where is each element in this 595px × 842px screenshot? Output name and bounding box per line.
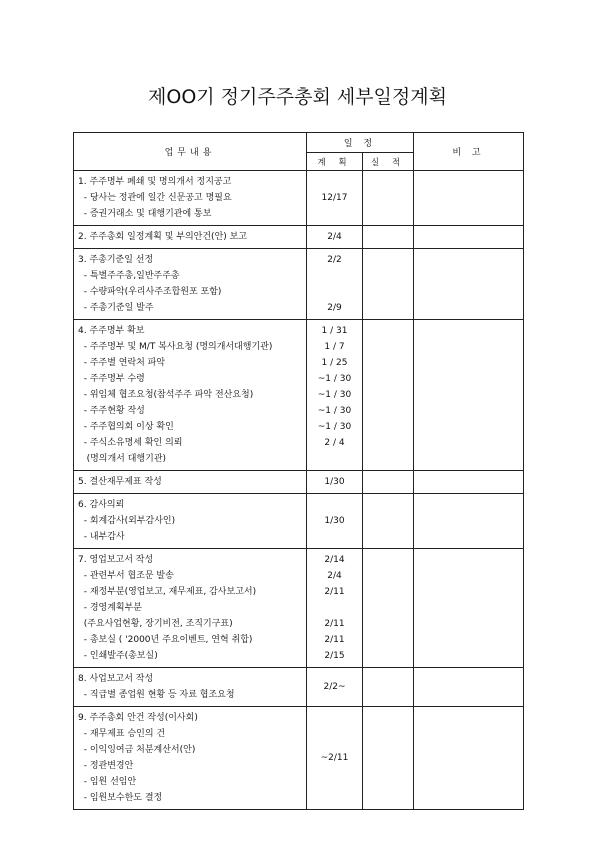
plan-date: 2/2 bbox=[327, 255, 342, 265]
task-cell bbox=[74, 549, 307, 668]
task-line: - 주주협의회 이상 확인 bbox=[78, 422, 174, 432]
header-schedule: 일 정 bbox=[307, 133, 414, 153]
task-line: - 회계감사(외부감사인) bbox=[78, 516, 176, 526]
actual-cell bbox=[363, 549, 414, 668]
task-line: - 주총기준일 발주 bbox=[78, 303, 154, 313]
actual-cell bbox=[363, 707, 414, 810]
task-line: - 주주별 연락처 파악 bbox=[78, 358, 166, 368]
task-line: - 수량파악(우리사주조합원포 포함) bbox=[78, 287, 222, 297]
plan-date bbox=[307, 284, 362, 300]
table-row bbox=[74, 226, 524, 249]
plan-date: ~1 / 30 bbox=[317, 390, 352, 400]
task-line: 8. 사업보고서 작성 bbox=[78, 674, 154, 684]
task-line: - 임원 선임안 bbox=[78, 777, 137, 787]
table-row bbox=[74, 171, 524, 226]
task-line: - 주주명부 수령 bbox=[78, 374, 145, 384]
task-line: - 총보실 ( '2000년 주요이벤트, 연혁 취합) bbox=[78, 635, 253, 645]
actual-cell bbox=[363, 226, 414, 249]
task-cell bbox=[74, 226, 307, 249]
actual-cell bbox=[363, 320, 414, 471]
task-line: - 인쇄발주(총보실) bbox=[78, 651, 158, 661]
remarks-cell bbox=[414, 171, 524, 226]
plan-date: 2/14 bbox=[324, 555, 345, 565]
table-row bbox=[74, 549, 524, 668]
remarks-cell bbox=[414, 249, 524, 320]
actual-cell bbox=[363, 471, 414, 494]
plan-cell bbox=[307, 549, 363, 668]
plan-cell bbox=[307, 171, 363, 226]
table-row bbox=[74, 668, 524, 707]
plan-cell bbox=[307, 668, 363, 707]
task-line: 4. 주주명부 확보 bbox=[78, 326, 145, 336]
task-line: - 경영계획부분 bbox=[78, 603, 142, 613]
plan-date: 2/11 bbox=[324, 619, 345, 629]
task-cell bbox=[74, 471, 307, 494]
task-cell bbox=[74, 171, 307, 226]
task-line: - 직급별 종업원 현황 등 자료 협조요청 bbox=[78, 690, 235, 700]
plan-date: 2/4 bbox=[327, 232, 342, 242]
plan-cell bbox=[307, 471, 363, 494]
plan-date: 12/17 bbox=[321, 193, 348, 203]
plan-date: ~1 / 30 bbox=[317, 374, 352, 384]
task-line: - 이익잉여금 처분계산서(안) bbox=[78, 745, 196, 755]
plan-date: 2/9 bbox=[327, 303, 342, 313]
task-line: - 정관변경안 bbox=[78, 761, 134, 771]
task-cell bbox=[74, 249, 307, 320]
remarks-cell bbox=[414, 494, 524, 549]
task-line: - 임원보수한도 결정 bbox=[78, 793, 163, 803]
plan-cell bbox=[307, 707, 363, 810]
task-line: - 증권거래소 및 대행기관에 통보 bbox=[78, 209, 212, 219]
plan-date: 1/30 bbox=[324, 477, 345, 487]
plan-date: 1 / 7 bbox=[324, 342, 345, 352]
plan-date: 2 / 4 bbox=[324, 438, 345, 448]
plan-date: 2/11 bbox=[324, 587, 345, 597]
task-line: - 주식소유명세 확인 의뢰 bbox=[78, 438, 183, 448]
remarks-cell bbox=[414, 320, 524, 471]
plan-date: 1 / 25 bbox=[321, 358, 348, 368]
remarks-cell bbox=[414, 471, 524, 494]
plan-date bbox=[307, 268, 362, 284]
remarks-cell bbox=[414, 668, 524, 707]
plan-date bbox=[307, 600, 362, 616]
task-line: - 내부감사 bbox=[78, 532, 125, 542]
task-line: - 재정부분(영업보고, 재무제표, 감사보고서) bbox=[78, 587, 257, 597]
actual-cell bbox=[363, 171, 414, 226]
header-actual: 실 적 bbox=[363, 153, 414, 171]
task-line: 1. 주주명부 폐쇄 및 명의개서 정지공고 bbox=[78, 177, 232, 187]
task-line: 5. 결산재무제표 작성 bbox=[78, 477, 162, 487]
table-row bbox=[74, 249, 524, 320]
plan-date: 2/4 bbox=[327, 571, 342, 581]
actual-cell bbox=[363, 494, 414, 549]
plan-date: 1/30 bbox=[324, 516, 345, 526]
task-cell bbox=[74, 320, 307, 471]
plan-cell bbox=[307, 320, 363, 471]
task-line: 2. 주주총회 일정계획 및 부의안건(안) 보고 bbox=[78, 232, 248, 242]
plan-date: 2/2~ bbox=[323, 682, 346, 692]
plan-cell bbox=[307, 494, 363, 549]
plan-date: 1 / 31 bbox=[321, 326, 348, 336]
remarks-cell bbox=[414, 226, 524, 249]
header-remarks: 비 고 bbox=[414, 133, 524, 171]
plan-date: 2/11 bbox=[324, 635, 345, 645]
page-title: 제OO기 정기주주총회 세부일정계획 bbox=[148, 86, 447, 108]
task-cell bbox=[74, 494, 307, 549]
plan-cell bbox=[307, 249, 363, 320]
task-cell bbox=[74, 668, 307, 707]
plan-date: ~1 / 30 bbox=[317, 406, 352, 416]
header-plan: 계 획 bbox=[307, 153, 363, 171]
task-line: - 관련부서 협조문 발송 bbox=[78, 571, 174, 581]
task-line: - 특별주주총,일반주주총 bbox=[78, 271, 180, 281]
task-line: - 위임체 협조요청(참석주주 파악 전산요청) bbox=[78, 390, 254, 400]
plan-date: 2/15 bbox=[324, 651, 345, 661]
plan-date bbox=[307, 529, 362, 545]
actual-cell bbox=[363, 668, 414, 707]
task-line: - 주주명부 및 M/T 복사요청 (명의개서대행기관) bbox=[78, 342, 273, 352]
plan-date: ~2/11 bbox=[320, 753, 349, 763]
task-line: - 재무제표 승인의 건 bbox=[78, 729, 166, 739]
task-line: 9. 주주총회 안건 작성(이사회) bbox=[78, 713, 198, 723]
schedule-table bbox=[73, 132, 524, 810]
task-line: 3. 주총기준일 선정 bbox=[78, 255, 154, 265]
task-line: - 당사는 정관에 일간 신문공고 명필요 bbox=[78, 193, 232, 203]
table-row bbox=[74, 707, 524, 810]
task-line: - 주주현황 작성 bbox=[78, 406, 145, 416]
plan-date bbox=[307, 451, 362, 467]
remarks-cell bbox=[414, 707, 524, 810]
task-line: 6. 감사의뢰 bbox=[78, 500, 125, 510]
plan-date: ~1 / 30 bbox=[317, 422, 352, 432]
task-cell bbox=[74, 707, 307, 810]
task-line: 7. 영업보고서 작성 bbox=[78, 555, 154, 565]
plan-date bbox=[307, 206, 362, 222]
plan-date bbox=[307, 174, 362, 190]
task-line: (주요사업현황, 장기비전, 조직기구표) bbox=[78, 619, 233, 629]
actual-cell bbox=[363, 249, 414, 320]
plan-cell bbox=[307, 226, 363, 249]
table-row bbox=[74, 320, 524, 471]
header-task: 업무내용 bbox=[74, 133, 307, 171]
plan-date bbox=[307, 497, 362, 513]
table-row bbox=[74, 494, 524, 549]
task-line: (명의개서 대행기관) bbox=[78, 454, 167, 464]
table-row bbox=[74, 471, 524, 494]
remarks-cell bbox=[414, 549, 524, 668]
